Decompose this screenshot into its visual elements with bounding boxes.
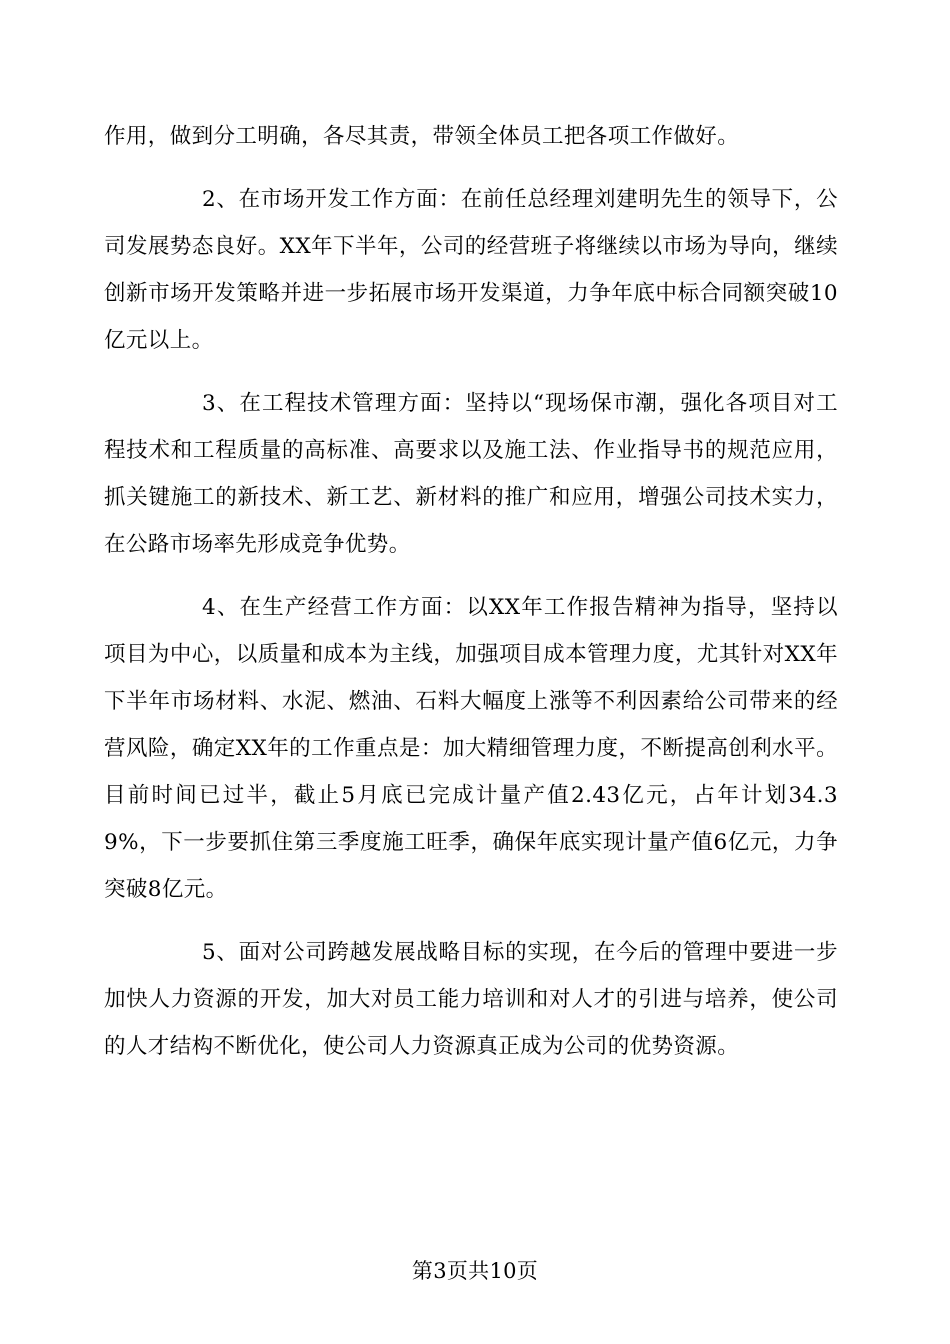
paragraph-item-3: 3、在工程技术管理方面：坚持以“现场保市潮，强化各项目对工程技术和工程质量的高标准、高要求以及施工法、作业指导书的规范应用，抓关键施工的新技术、新工艺、新材料的推广和应用，增强公司技术实力，在公路市场率先形成竞争优势。: [104, 391, 838, 557]
document-body: [104, 113, 838, 1086]
paragraph-item-5: 5、面对公司跨越发展战略目标的实现，在今后的管理中要进一步加快人力资源的开发，加大对员工能力培训和对人才的引进与培养，使公司的人才结构不断优化，使公司人力资源真正成为公司的优势资源。: [104, 940, 838, 1059]
page-number-footer: 第3页共10页: [411, 1259, 539, 1283]
paragraph-item-2: 2、在市场开发工作方面：在前任总经理刘建明先生的领导下，公司发展势态良好。XX年下半年，公司的经营班子将继续以市场为导向，继续创新市场开发策略并进一步拓展市场开发渠道，力争年底中标合同额突破10亿元以上。: [104, 187, 838, 353]
paragraph-continuation: 作用，做到分工明确，各尽其责，带领全体员工把各项工作做好。: [104, 124, 740, 149]
paragraph-item-4: 4、在生产经营工作方面：以XX年工作报告精神为指导，坚持以项目为中心，以质量和成本为主线，加强项目成本管理力度，尤其针对XX年下半年市场材料、水泥、燃油、石料大幅度上涨等不利因素给公司带来的经营风险，确定XX年的工作重点是：加大精细管理力度，不断提高创利水平。目前时间已过半，截止5月底已完成计量产值2.43亿元，占年计划34.39%，下一步要抓住第三季度施工旺季，确保年底实现计量产值6亿元，力争突破8亿元。: [104, 595, 838, 902]
